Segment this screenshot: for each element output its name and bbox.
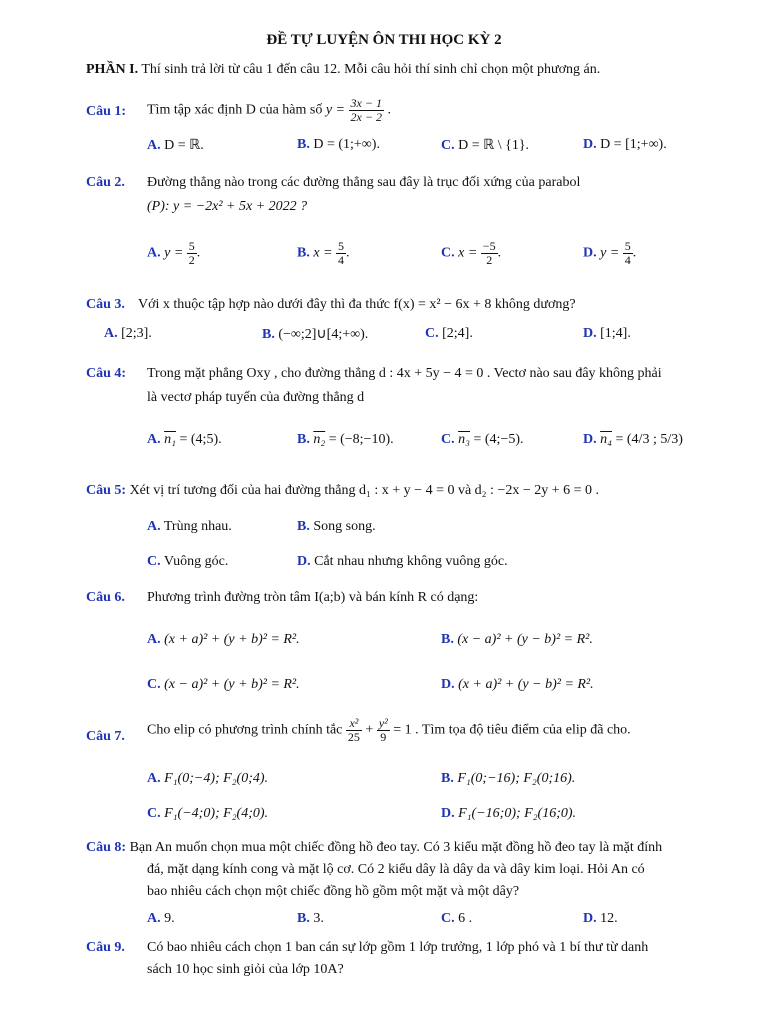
- question-2-line2: (P): y = −2x² + 5x + 2022 ?: [147, 199, 308, 214]
- option-letter: A.: [147, 245, 161, 261]
- option-letter: A.: [147, 432, 161, 447]
- math-lhs: x =: [458, 245, 478, 261]
- numerator: y²: [378, 716, 388, 730]
- fraction: [481, 240, 498, 266]
- question-8-line3: bao nhiêu cách chọn một chiếc đồng hồ gồm một mặt và một dây?: [147, 884, 520, 899]
- question-4-line2: là vectơ pháp tuyến của đường thẳng d: [147, 390, 365, 405]
- option-letter: C.: [147, 806, 161, 821]
- numerator: x²: [346, 717, 362, 731]
- plus-sign: +: [365, 722, 374, 738]
- fraction: [349, 97, 384, 123]
- q5-option-c[interactable]: [147, 554, 228, 570]
- option-letter: D.: [441, 677, 455, 692]
- numerator: 5: [188, 239, 195, 253]
- option-letter: D.: [583, 326, 597, 341]
- fraction: [336, 240, 346, 266]
- option-text: F₁(0;−4); F₂(0;4).: [164, 771, 269, 786]
- question-label: Câu 8:: [86, 840, 127, 855]
- option-letter: C.: [425, 326, 439, 341]
- math-lhs: y =: [164, 245, 184, 261]
- fraction: [187, 240, 197, 266]
- math-lhs: y =: [325, 102, 346, 118]
- option-letter: A.: [147, 771, 161, 786]
- numerator: 5: [338, 239, 345, 253]
- option-letter: A.: [147, 138, 161, 153]
- denominator: 2x − 2: [350, 109, 382, 124]
- numerator: −5: [482, 239, 496, 253]
- option-letter: D.: [297, 554, 311, 569]
- denominator: 4: [338, 252, 345, 267]
- option-letter: B.: [297, 245, 310, 261]
- vector-symbol: n₄: [600, 432, 612, 447]
- question-2: [86, 175, 125, 191]
- q5-option-d[interactable]: [297, 554, 508, 570]
- question-label: Câu 4:: [86, 366, 127, 381]
- option-text: D = (1;+∞).: [313, 137, 380, 152]
- q1-option-c[interactable]: [441, 137, 529, 154]
- q2-option-b[interactable]: B. x = $\frac{5}{4}$ .: [297, 239, 350, 267]
- option-letter: B.: [297, 432, 310, 447]
- question-1: [86, 104, 126, 120]
- question-9-line1: Có bao nhiêu cách chọn 1 ban cán sự lớp gồm 1 lớp trưởng, 1 lớp phó và 1 bí thư từ danh: [147, 940, 649, 955]
- option-text: Song song.: [313, 519, 376, 534]
- option-text: F₁(0;−16); F₂(0;16).: [457, 771, 576, 786]
- question-label: Câu 9.: [86, 940, 125, 955]
- vector-symbol: n₂: [313, 432, 326, 447]
- option-text: Cắt nhau nhưng không vuông góc.: [314, 554, 508, 569]
- option-text: F₁(−16;0); F₂(16;0).: [458, 806, 577, 821]
- option-text: = (−8;−10).: [328, 432, 394, 447]
- exam-title: ĐỀ TỰ LUYỆN ÔN THI HỌC KỲ 2: [266, 32, 502, 48]
- q7-option-a[interactable]: [147, 771, 268, 787]
- option-letter: A.: [147, 632, 161, 647]
- vector-symbol: n₃: [458, 432, 470, 447]
- option-text: (x + a)² + (y − b)² = R².: [458, 677, 594, 692]
- option-letter: B.: [297, 519, 310, 534]
- option-letter: D.: [583, 911, 597, 926]
- q1-option-d[interactable]: [583, 137, 667, 153]
- option-text: (x + a)² + (y + b)² = R².: [164, 632, 300, 647]
- question-9-line2: sách 10 học sinh giỏi của lớp 10A?: [147, 962, 344, 977]
- vector-symbol: n₁: [164, 432, 176, 447]
- denominator: 2: [188, 252, 195, 267]
- q6-option-a[interactable]: [147, 632, 300, 648]
- question-6: [86, 590, 125, 606]
- option-text: 12.: [600, 911, 618, 926]
- q7-option-d[interactable]: [441, 806, 576, 822]
- option-letter: C.: [441, 138, 455, 153]
- option-text: (−∞;2]∪[4;+∞).: [278, 327, 369, 342]
- option-letter: D.: [583, 432, 597, 447]
- q4-option-a[interactable]: [147, 432, 222, 448]
- option-text: = (4;5).: [179, 432, 222, 447]
- option-letter: D.: [583, 245, 597, 261]
- question-7: [86, 729, 125, 745]
- q2-option-c[interactable]: C. x = $\frac{-5}{2}$ .: [441, 239, 502, 267]
- option-letter: B.: [262, 327, 275, 342]
- option-letter: A.: [104, 326, 118, 341]
- option-letter: A.: [147, 519, 161, 534]
- option-text: = (4/3 ; 5/3): [615, 432, 683, 447]
- q1-option-b[interactable]: [297, 137, 380, 153]
- option-text: = (4;−5).: [473, 432, 524, 447]
- option-text: [1;4].: [600, 326, 631, 341]
- fraction: [346, 717, 362, 743]
- fraction: [377, 717, 390, 743]
- q3-option-b[interactable]: [262, 326, 368, 343]
- question-3: [86, 297, 125, 313]
- option-letter: B.: [441, 771, 454, 786]
- question-text: Xét vị trí tương đối của hai đường thẳng d₁ : x + y − 4 = 0 và d₂ : −2x − 2y + 6 = 0 .: [129, 483, 600, 498]
- question-text: = 1 . Tìm tọa độ tiêu điểm của elip đã cho.: [393, 722, 631, 738]
- q6-option-b[interactable]: [441, 632, 593, 648]
- option-letter: B.: [297, 137, 310, 152]
- q4-option-d[interactable]: [583, 432, 683, 448]
- question-3-text: Với x thuộc tập hợp nào dưới đây thì đa thức f(x) = x² − 6x + 8 không dương?: [138, 297, 576, 312]
- option-letter: B.: [297, 911, 310, 926]
- option-text: (x − a)² + (y + b)² = R².: [164, 677, 300, 692]
- question-label: Câu 3.: [86, 297, 125, 312]
- denominator: 2: [486, 252, 493, 267]
- option-letter: D.: [441, 806, 455, 821]
- q2-option-a[interactable]: A. y = $\frac{5}{2}$ .: [147, 239, 201, 267]
- question-label: Câu 2.: [86, 175, 125, 190]
- option-letter: C.: [441, 245, 455, 261]
- question-8: [86, 840, 662, 856]
- question-6-text: Phương trình đường tròn tâm I(a;b) và bán kính R có dạng:: [147, 590, 479, 605]
- q6-option-d[interactable]: [441, 677, 594, 693]
- question-1-text: [147, 97, 391, 123]
- question-9: [86, 940, 125, 956]
- option-text: D = ℝ \ {1}.: [458, 138, 530, 153]
- option-text: (x − a)² + (y − b)² = R².: [457, 632, 593, 647]
- q7-option-c[interactable]: [147, 806, 268, 822]
- denominator: 25: [347, 729, 360, 744]
- option-letter: C.: [441, 432, 455, 447]
- question-label: Câu 6.: [86, 590, 125, 605]
- option-text: D = ℝ.: [164, 138, 204, 153]
- question-4-line1: Trong mặt phẳng Oxy , cho đường thẳng d : 4x + 5y − 4 = 0 . Vectơ nào sau đây không phải: [147, 366, 662, 381]
- q4-option-c[interactable]: [441, 432, 524, 448]
- q7-option-b[interactable]: [441, 771, 575, 787]
- question-8-line2: đá, mặt dạng kính cong và mặt lộ cơ. Có 2 kiểu dây là dây da và dây kim loại. Hỏi An có: [147, 862, 645, 877]
- option-text: 6 .: [458, 911, 473, 926]
- question-2-line1: Đường thẳng nào trong các đường thẳng sau đây là trục đối xứng của parabol: [147, 175, 581, 190]
- q4-option-b[interactable]: [297, 432, 394, 448]
- numerator: 5: [624, 239, 631, 253]
- q8-option-b[interactable]: [297, 911, 324, 927]
- numerator: 3x − 1: [350, 96, 382, 110]
- option-letter: B.: [441, 632, 454, 647]
- q8-option-d[interactable]: [583, 911, 618, 927]
- q8-option-a[interactable]: [147, 911, 175, 927]
- question-text: Tìm tập xác định D của hàm số: [147, 102, 323, 118]
- q5-option-b[interactable]: [297, 519, 376, 535]
- option-letter: C.: [147, 554, 161, 569]
- q8-option-c[interactable]: [441, 911, 472, 927]
- q1-option-a[interactable]: [147, 137, 204, 154]
- question-5: [86, 483, 599, 499]
- option-text: [2;4].: [442, 326, 473, 341]
- option-text: [2;3].: [121, 326, 152, 341]
- option-letter: C.: [441, 911, 455, 926]
- q3-option-a[interactable]: [104, 326, 152, 342]
- q3-option-d[interactable]: [583, 326, 631, 342]
- denominator: 4: [624, 252, 631, 267]
- question-text: Cho elip có phương trình chính tắc: [147, 722, 343, 738]
- option-letter: D.: [583, 137, 597, 152]
- question-4: [86, 366, 126, 382]
- option-letter: A.: [147, 911, 161, 926]
- question-label: Câu 1:: [86, 104, 127, 119]
- option-letter: C.: [147, 677, 161, 692]
- option-text: F₁(−4;0); F₂(4;0).: [164, 806, 269, 821]
- option-text: 9.: [164, 911, 175, 926]
- option-text: D = [1;+∞).: [600, 137, 667, 152]
- question-label: Câu 7.: [86, 729, 125, 744]
- q2-option-d[interactable]: D. y = $\frac{5}{4}$ .: [583, 239, 637, 267]
- option-text: 3.: [313, 911, 324, 926]
- option-text: Vuông góc.: [163, 554, 229, 569]
- question-label: Câu 5:: [86, 483, 127, 498]
- denominator: 9: [380, 729, 387, 744]
- math-lhs: x =: [313, 245, 333, 261]
- part-instruction: [86, 62, 600, 78]
- q5-option-a[interactable]: [147, 519, 232, 535]
- option-text: Trùng nhau.: [163, 519, 232, 534]
- q6-option-c[interactable]: [147, 677, 300, 693]
- fraction: [623, 240, 633, 266]
- question-7-text: [147, 717, 631, 743]
- question-text: Bạn An muốn chọn mua một chiếc đồng hồ đeo tay. Có 3 kiểu mặt đồng hồ đeo tay là mặt đính: [129, 840, 663, 855]
- part-label: PHẦN I.: [86, 62, 139, 77]
- punct: .: [387, 102, 391, 118]
- math-lhs: y =: [600, 245, 620, 261]
- q3-option-c[interactable]: [425, 326, 473, 342]
- part-text: Thí sinh trả lời từ câu 1 đến câu 12. Mỗi câu hỏi thí sinh chỉ chọn một phương án.: [141, 62, 601, 77]
